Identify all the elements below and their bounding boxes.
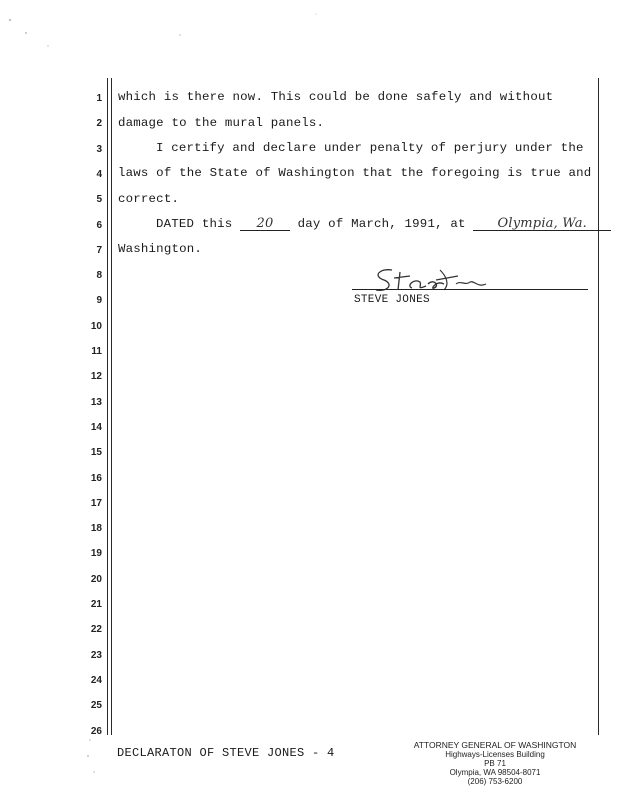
body-line-7: Washington. (118, 242, 202, 256)
line-number: 2 (96, 118, 102, 130)
line-number: 24 (90, 674, 102, 686)
line-number: 10 (90, 320, 102, 332)
line-number: 9 (96, 295, 102, 307)
line-number: 11 (91, 346, 102, 357)
line-number: 6 (96, 219, 102, 231)
body-line-1: which is there now. This could be done safely and without (118, 90, 554, 104)
pb-number: PB 71 (484, 759, 506, 768)
dated-place-handwritten: Olympia, Wa. (473, 217, 611, 231)
line-number: 18 (90, 523, 102, 535)
line-number: 13 (90, 396, 102, 408)
line-number: 5 (96, 194, 102, 206)
line-number: 4 (96, 168, 102, 180)
city-zip: Olympia, WA 98504-8071 (449, 768, 541, 777)
line-number: 17 (90, 497, 102, 509)
body-line-4: laws of the State of Washington that the foregoing is true and (118, 166, 592, 180)
line-number: 7 (96, 244, 102, 256)
line-number: 26 (90, 725, 102, 737)
body-line-5: correct. (118, 192, 180, 206)
body-line-3: I certify and declare under penalty of perjury under the (156, 141, 584, 155)
signer-name: STEVE JONES (354, 294, 430, 306)
building-name: Highways-Licenses Building (445, 750, 545, 759)
line-number: 1 (96, 93, 102, 104)
line-number: 19 (90, 548, 102, 560)
line-number: 12 (90, 371, 102, 383)
body-line-2: damage to the mural panels. (118, 116, 325, 130)
line-number: 23 (90, 649, 102, 661)
line-number: 16 (90, 472, 102, 484)
line-number: 8 (96, 270, 102, 282)
phone-number: (206) 753-6200 (467, 777, 523, 786)
dated-prefix: DATED this (156, 217, 233, 231)
line-number: 3 (96, 143, 102, 155)
dated-day-handwritten: 20 (240, 217, 290, 231)
line-number: 25 (90, 700, 102, 712)
line-number: 20 (90, 573, 102, 585)
line-number: 15 (90, 447, 102, 459)
document-title: DECLARATON OF STEVE JONES - 4 (117, 746, 335, 760)
dated-middle: day of March, 1991, at (297, 217, 466, 231)
line-number: 21 (90, 599, 102, 610)
line-number: 14 (90, 421, 102, 433)
line-number: 22 (90, 624, 102, 636)
office-name: ATTORNEY GENERAL OF WASHINGTON (413, 740, 577, 750)
